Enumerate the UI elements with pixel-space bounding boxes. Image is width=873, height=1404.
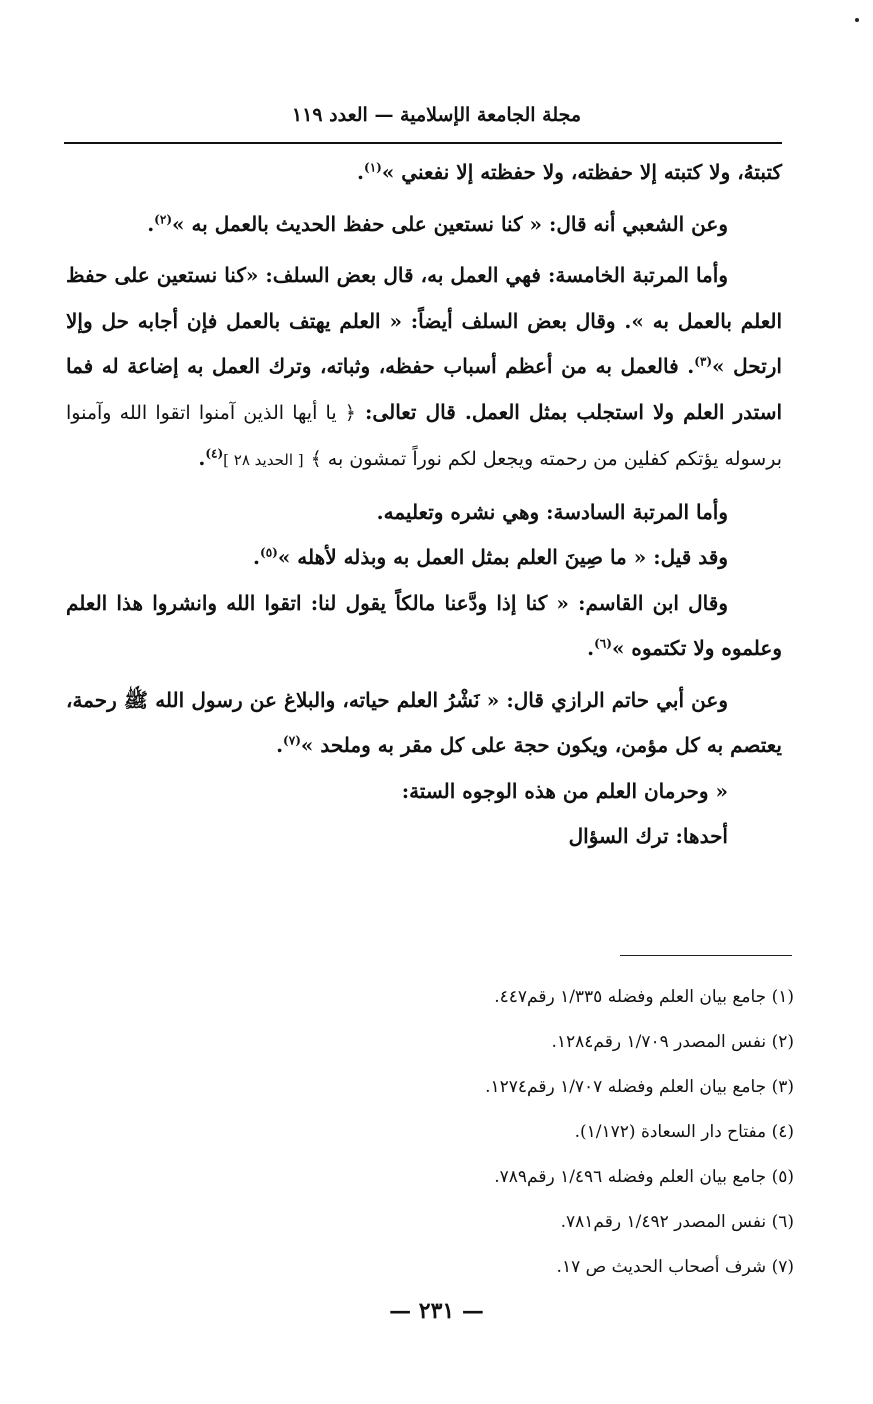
footnote-item: (٣) جامع بيان العلم وفضله ١/٧٠٧ رقم١٢٧٤.	[485, 1077, 794, 1097]
paragraph-5: وقد قيل: « ما صِينَ العلم بمثل العمل به وبذله لأهله »$^{(٥)}$.	[253, 545, 728, 569]
footnote-divider	[620, 955, 792, 956]
paragraph-3-text-b: . فالعمل به من أعظم أسباب حفظه، وثباته، وترك العمل به إضاعة له فما استدر العلم ولا استجلب بمثل العمل. قال تعالى:	[66, 354, 783, 424]
corner-dot	[855, 18, 859, 22]
paragraph-7-text: وعن أبي حاتم الرازي قال: « نَشْرُ العلم حياته، والبلاغ عن رسول الله ﷺ رحمة، يعتصم به كل مؤمن، ويكون حجة على كل مقر به وملحد »	[66, 687, 782, 757]
paragraph-4: وأما المرتبة السادسة: وهي نشره وتعليمه.	[376, 499, 728, 524]
paragraph-1: كتبتهُ، ولا كتبته إلا حفظته، ولا حفظته إلا نفعني »$^{(١)}$.	[357, 160, 782, 184]
paragraph-2: وعن الشعبي أنه قال: « كنا نستعين على حفظ الحديث بالعمل به »$^{(٢)}$.	[147, 211, 728, 236]
footnote-ref-5: (٥)	[260, 545, 278, 560]
footnote-ref-4: (٤)	[205, 446, 224, 461]
footnote-item: (٧) شرف أصحاب الحديث ص ١٧.	[556, 1257, 794, 1277]
paragraph-3: وأما المرتبة الخامسة: فهي العمل به، قال بعض السلف: «كنا نستعين على حفظ العلم بالعمل به ». وقال بعض السلف أيضاً: « العلم يهتف بالعمل فإن أجابه حل وإلا ارتحل »$^{(٣)}$. فالعمل به من أعظم أسباب حفظه، وثباته، وترك العمل به إضاعة له فما استدر العلم ولا استجلب بمثل العمل. قال تعالى: ﴿ يا أيها الذين آمنوا اتقوا الله وآمنوا برسوله يؤتكم كفلين من رحمته ويجعل لكم نوراً تمشون به ﴾ [ الحديد ٢٨ ]$^{(٤)}$.	[66, 263, 783, 470]
footnote-item: (٦) نفس المصدر ١/٤٩٢ رقم٧٨١.	[560, 1212, 794, 1232]
paragraph-6-text: وقال ابن القاسم: « كنا إذا ودَّعنا مالكاً يقول لنا: اتقوا الله وانشروا هذا العلم وعلموه ولا تكتموه »	[66, 590, 782, 660]
paragraph-9: أحدها: ترك السؤال	[568, 824, 728, 848]
paragraph-7: وعن أبي حاتم الرازي قال: « نَشْرُ العلم حياته، والبلاغ عن رسول الله ﷺ رحمة، يعتصم به كل مؤمن، ويكون حجة على كل مقر به وملحد »$^{(٧)}$.	[66, 687, 782, 757]
footnote-item: (٤) مفتاح دار السعادة (١/١٧٢).	[574, 1122, 794, 1142]
paragraph-2-text: وعن الشعبي أنه قال: « كنا نستعين على حفظ الحديث بالعمل به »	[172, 211, 728, 236]
body-text	[66, 150, 782, 860]
footnote-ref-7: (٧)	[283, 733, 301, 748]
quran-verse: ﴿ يا أيها الذين آمنوا اتقوا الله وآمنوا برسوله يؤتكم كفلين من رحمته ويجعل لكم نوراً تمشون به ﴾	[66, 401, 782, 470]
header-divider	[64, 142, 782, 144]
footnote-item: (٥) جامع بيان العلم وفضله ١/٤٩٦ رقم٧٨٩.	[494, 1167, 794, 1187]
footnote-ref-2: (٢)	[154, 211, 172, 226]
paragraph-5-text: وقد قيل: « ما صِينَ العلم بمثل العمل به وبذله لأهله »	[277, 545, 728, 569]
page-number: — ٢٣١ —	[389, 1298, 484, 1324]
footnotes	[200, 975, 794, 1290]
paragraph-3-text-a: وأما المرتبة الخامسة: فهي العمل به، قال بعض السلف: «كنا نستعين على حفظ العلم بالعمل به ». وقال بعض السلف أيضاً: « العلم يهتف بالعمل فإن أجابه حل وإلا ارتحل »	[66, 263, 782, 378]
footnote-ref-6: (٦)	[594, 636, 612, 651]
quran-reference: [ الحديد ٢٨ ]	[223, 451, 304, 469]
paragraph-6: وقال ابن القاسم: « كنا إذا ودَّعنا مالكاً يقول لنا: اتقوا الله وانشروا هذا العلم وعلموه ولا تكتموه »$^{(٦)}$.	[66, 590, 782, 660]
paragraph-8: « وحرمان العلم من هذه الوجوه الستة:	[401, 778, 728, 803]
footnote-ref-1: (١)	[364, 160, 382, 175]
footnote-ref-3: (٣)	[694, 354, 713, 369]
footnote-item: (١) جامع بيان العلم وفضله ١/٣٣٥ رقم٤٤٧.	[494, 987, 794, 1007]
footnote-item: (٢) نفس المصدر ١/٧٠٩ رقم١٢٨٤.	[551, 1032, 794, 1052]
paragraph-1-text: كتبتهُ، ولا كتبته إلا حفظته، ولا حفظته إلا نفعني »	[381, 160, 782, 184]
journal-header-title: مجلة الجامعة الإسلامية — العدد ١١٩	[291, 104, 582, 126]
